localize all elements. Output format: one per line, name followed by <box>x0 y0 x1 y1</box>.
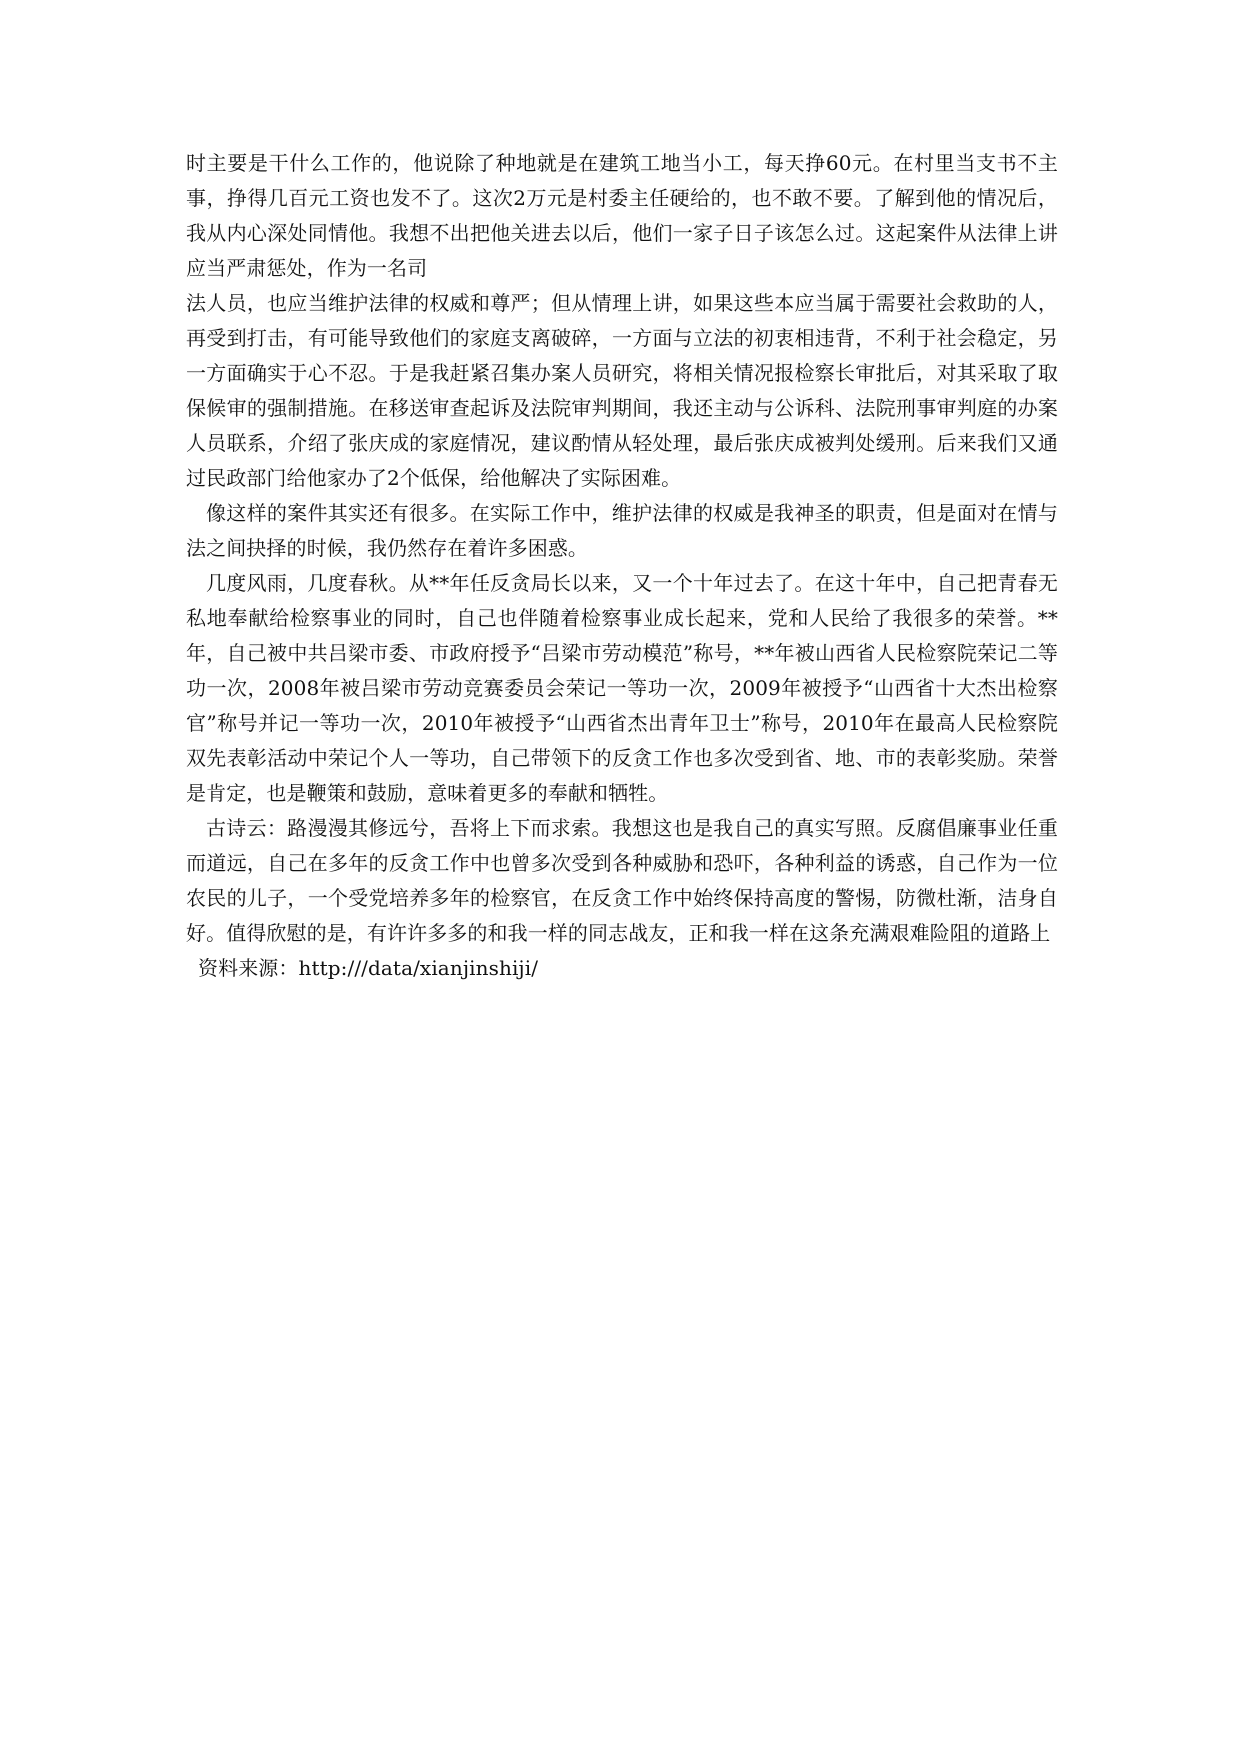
paragraph-5: 古诗云：路漫漫其修远兮，吾将上下而求索。我想这也是我自己的真实写照。反腐倡廉事业任重而道远，自己在多年的反贪工作中也曾多次受到各种威胁和恐吓，各种利益的诱惑，自己作为一位农民的儿子，一个受党培养多年的检察官，在反贪工作中始终保持高度的警惕，防微杜渐，洁身自好。值得欣慰的是，有许许多多的和我一样的同志战友，正和我一样在这条充满艰难险阻的道路上 <box>186 816 1058 945</box>
document-body <box>186 146 1058 986</box>
paragraph-4: 几度风雨，几度春秋。从**年任反贪局长以来，又一个十年过去了。在这十年中，自己把青春无私地奉献给检察事业的同时，自己也伴随着检察事业成长起来，党和人民给了我很多的荣誉。**年，自己被中共吕梁市委、市政府授予“吕梁市劳动模范”称号，**年被山西省人民检察院荣记二等功一次，2008年被吕梁市劳动竞赛委员会荣记一等功一次，2009年被授予“山西省十大杰出检察官”称号并记一等功一次，2010年被授予“山西省杰出青年卫士”称号，2010年在最高人民检察院双先表彰活动中荣记个人一等功，自己带领下的反贪工作也多次受到省、地、市的表彰奖励。荣誉是肯定，也是鞭策和鼓励，意味着更多的奉献和牺牲。 <box>186 571 1058 805</box>
paragraph-1: 时主要是干什么工作的，他说除了种地就是在建筑工地当小工，每天挣60元。在村里当支书不主事，挣得几百元工资也发不了。这次2万元是村委主任硬给的，也不敢不要。了解到他的情况后，我从内心深处同情他。我想不出把他关进去以后，他们一家子日子该怎么过。这起案件从法律上讲应当严肃惩处，作为一名司 <box>186 151 1058 280</box>
paragraph-3: 像这样的案件其实还有很多。在实际工作中，维护法律的权威是我神圣的职责，但是面对在情与法之间抉择的时候，我仍然存在着许多困惑。 <box>186 501 1058 560</box>
source-line: 资料来源：http:///data/xianjinshiji/ <box>198 956 539 980</box>
paragraph-2: 法人员，也应当维护法律的权威和尊严；但从情理上讲，如果这些本应当属于需要社会救助的人，再受到打击，有可能导致他们的家庭支离破碎，一方面与立法的初衷相违背，不利于社会稳定，另一方面确实于心不忍。于是我赶紧召集办案人员研究，将相关情况报检察长审批后，对其采取了取保候审的强制措施。在移送审查起诉及法院审判期间，我还主动与公诉科、法院刑事审判庭的办案人员联系，介绍了张庆成的家庭情况，建议酌情从轻处理，最后张庆成被判处缓刑。后来我们又通过民政部门给他家办了2个低保，给他解决了实际困难。 <box>186 291 1058 490</box>
